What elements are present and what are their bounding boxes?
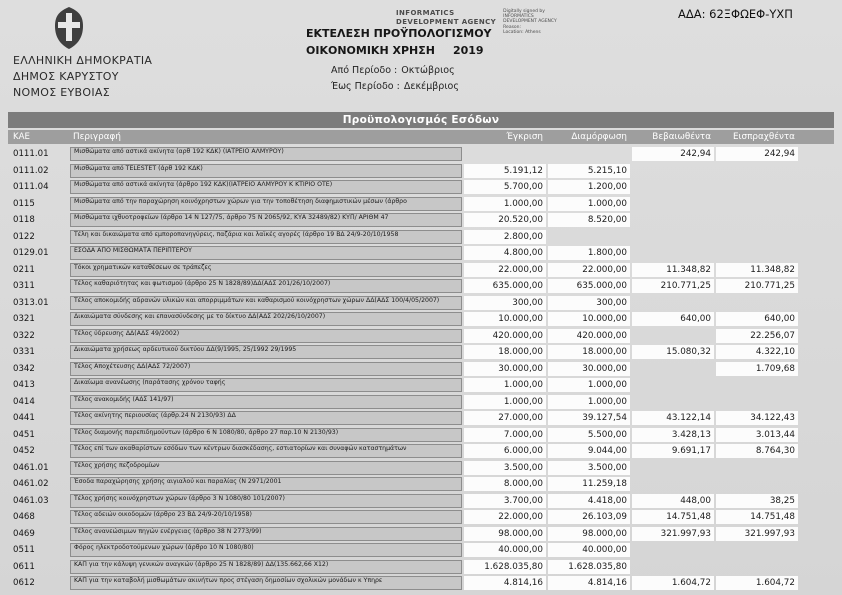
row-description: Τέλος αποκομιδής αδρανών υλικών και απορριμμάτων και καθαρισμού κοινόχρηστων χώρων ΔΔ(ΑΔΣ 100/4/05/2007)	[70, 296, 462, 310]
table-row	[8, 245, 834, 262]
row-kae: 0118	[13, 215, 35, 226]
row-value-eispraxthenta: 210.771,25	[716, 279, 798, 293]
row-value-diamorfosi: 1.628.035,80	[548, 560, 630, 574]
row-value-eispraxthenta	[716, 180, 798, 194]
row-kae: 0211	[13, 264, 35, 275]
row-value-bebaiothenta: 9.691,17	[632, 444, 714, 458]
row-value-egkrisi: 300,00	[464, 296, 546, 310]
row-kae: 0468	[13, 512, 35, 523]
row-value-bebaiothenta: 321.997,93	[632, 527, 714, 541]
row-value-bebaiothenta: 43.122,14	[632, 411, 714, 425]
table-row	[8, 179, 834, 196]
row-value-eispraxthenta	[716, 543, 798, 557]
row-value-egkrisi: 98.000,00	[464, 527, 546, 541]
table-body	[8, 146, 834, 592]
row-kae: 0111.02	[13, 165, 49, 176]
table-row	[8, 196, 834, 213]
row-description-cell	[70, 263, 462, 277]
stamp-agency-line2: DEVELOPMENT AGENCY	[396, 17, 497, 26]
period-from	[331, 63, 459, 79]
period-to-value: Δεκέμβριος	[403, 81, 459, 92]
row-value-eispraxthenta: 34.122,43	[716, 411, 798, 425]
period-from-value: Οκτώβριος	[401, 65, 455, 76]
row-kae: 0441	[13, 413, 35, 424]
row-value-eispraxthenta: 1.604,72	[716, 576, 798, 590]
row-kae: 0122	[13, 231, 35, 242]
row-kae: 0129.01	[13, 248, 49, 259]
row-description: Τέλος ανανεώσιμων πηγών ενέργειας (άρθρο 38 Ν 2773/99)	[70, 527, 462, 541]
table-row	[8, 377, 834, 394]
row-value-eispraxthenta	[716, 378, 798, 392]
row-value-egkrisi: 4.800,00	[464, 246, 546, 260]
row-description-cell	[70, 527, 462, 541]
row-description-cell	[70, 510, 462, 524]
table-row	[8, 328, 834, 345]
row-value-bebaiothenta	[632, 246, 714, 260]
row-description: Τέλος επί των ακαθαρίστων εσόδων των κέντρων διασκέδασης, εστιατορίων και συναφών καταστημάτων	[70, 444, 462, 458]
column-egkrisi: Έγκριση	[506, 132, 543, 142]
row-kae: 0322	[13, 330, 35, 341]
row-value-diamorfosi: 98.000,00	[548, 527, 630, 541]
row-description-cell	[70, 543, 462, 557]
row-value-diamorfosi	[548, 147, 630, 161]
row-description: Μισθώματα ιχθυοτροφείων (άρθρο 14 Ν 127/75, άρθρο 75 Ν 2065/92, ΚΥΑ 32489/82) ΚΥΠ/ ΑΡΙΘΜ 47	[70, 213, 462, 227]
row-value-egkrisi: 3.700,00	[464, 494, 546, 508]
fiscal-year-label: ΟΙΚΟΝΟΜΙΚΗ ΧΡΗΣΗ	[306, 44, 435, 57]
row-value-egkrisi: 635.000,00	[464, 279, 546, 293]
row-value-eispraxthenta	[716, 197, 798, 211]
table-row	[8, 394, 834, 411]
document-header	[0, 0, 842, 111]
table-row	[8, 311, 834, 328]
stamp-detail-line: INFORMATICS	[503, 14, 534, 20]
row-value-egkrisi: 7.000,00	[464, 428, 546, 442]
table-row	[8, 229, 834, 246]
fiscal-year-value: 2019	[452, 44, 484, 57]
row-description: Τέλος ανακομιδής (ΑΔΣ 141/97)	[70, 395, 462, 409]
row-description-cell	[70, 411, 462, 425]
stamp-agency-name	[396, 9, 496, 35]
row-kae: 0321	[13, 314, 35, 325]
table-row	[8, 542, 834, 559]
row-value-egkrisi: 22.000,00	[464, 263, 546, 277]
row-value-egkrisi: 10.000,00	[464, 312, 546, 326]
row-description-cell	[70, 164, 462, 178]
row-value-eispraxthenta	[716, 230, 798, 244]
row-value-diamorfosi: 5.215,10	[548, 164, 630, 178]
row-description-cell	[70, 312, 462, 326]
row-description: Μισθώματα από την παραχώρηση κοινόχρηστων χώρων για την τοποθέτηση διαφημιστικών μέσων (άρθρο	[70, 197, 462, 211]
stamp-agency-line1: INFORMATICS	[396, 9, 455, 17]
row-value-diamorfosi: 635.000,00	[548, 279, 630, 293]
stamp-signature-details	[503, 9, 557, 35]
row-value-eispraxthenta: 4.322,10	[716, 345, 798, 359]
row-value-diamorfosi: 11.259,18	[548, 477, 630, 491]
row-value-diamorfosi: 5.500,00	[548, 428, 630, 442]
row-value-diamorfosi: 1.000,00	[548, 395, 630, 409]
table-row	[8, 493, 834, 510]
row-value-eispraxthenta: 1.709,68	[716, 362, 798, 376]
row-description-cell	[70, 378, 462, 392]
row-value-bebaiothenta	[632, 461, 714, 475]
row-value-egkrisi	[464, 147, 546, 161]
row-value-egkrisi: 30.000,00	[464, 362, 546, 376]
row-description: Μισθώματα από αστικά ακίνητα (αρθ 192 ΚΔΚ) (ΙΑΤΡΕΙΟ ΑΛΜΥΡΟΥ)	[70, 147, 462, 161]
row-description-cell	[70, 296, 462, 310]
row-kae: 0413	[13, 380, 35, 391]
row-value-egkrisi: 2.800,00	[464, 230, 546, 244]
column-bebaiothenta: Βεβαιωθέντα	[652, 132, 711, 142]
title-line-1: ΕΚΤΕΛΕΣΗ ΠΡΟΫΠΟΛΟΓΙΣΜΟΥ	[306, 27, 492, 40]
row-description: Τέλος διαμονής παρεπιδημούντων (άρθρο 6 Ν 1080/80, άρθρο 27 παρ.10 Ν 2130/93)	[70, 428, 462, 442]
table-row	[8, 295, 834, 312]
row-value-egkrisi: 27.000,00	[464, 411, 546, 425]
row-value-eispraxthenta	[716, 296, 798, 310]
row-value-eispraxthenta: 640,00	[716, 312, 798, 326]
row-description-cell	[70, 279, 462, 293]
row-value-eispraxthenta	[716, 560, 798, 574]
row-value-diamorfosi: 4.814,16	[548, 576, 630, 590]
row-value-eispraxthenta	[716, 164, 798, 178]
table-row	[8, 476, 834, 493]
row-description: Τέλος καθαριότητας και φωτισμού (άρθρο 25 Ν 1828/89)ΔΔ(ΑΔΣ 201/26/10/2007)	[70, 279, 462, 293]
table-row	[8, 262, 834, 279]
row-value-bebaiothenta	[632, 230, 714, 244]
row-value-bebaiothenta	[632, 477, 714, 491]
table-column-header	[8, 130, 834, 144]
row-value-eispraxthenta: 242,94	[716, 147, 798, 161]
greek-coat-of-arms-icon	[50, 5, 88, 51]
table-row	[8, 526, 834, 543]
row-value-bebaiothenta: 242,94	[632, 147, 714, 161]
row-value-bebaiothenta: 448,00	[632, 494, 714, 508]
table-row	[8, 146, 834, 163]
row-value-bebaiothenta: 14.751,48	[632, 510, 714, 524]
row-value-egkrisi: 5.700,00	[464, 180, 546, 194]
row-value-bebaiothenta	[632, 560, 714, 574]
row-value-eispraxthenta: 8.764,30	[716, 444, 798, 458]
stamp-detail-line: Digitally signed by	[503, 9, 545, 14]
row-value-eispraxthenta: 14.751,48	[716, 510, 798, 524]
column-perigrafi: Περιγραφή	[73, 132, 121, 142]
row-kae: 0111.01	[13, 149, 49, 160]
row-description: Τέλος χρήσης κοινόχρηστων χώρων (άρθρο 3 Ν 1080/80 101/2007)	[70, 494, 462, 508]
title-line-2	[306, 44, 492, 57]
row-kae: 0452	[13, 446, 35, 457]
table-row	[8, 361, 834, 378]
row-kae: 0111.04	[13, 182, 49, 193]
row-value-bebaiothenta	[632, 395, 714, 409]
row-value-diamorfosi: 300,00	[548, 296, 630, 310]
ada-number: ΑΔΑ: 62ΞΦΩΕΦ-ΥΧΠ	[678, 7, 793, 21]
row-kae: 0612	[13, 578, 35, 589]
row-description-cell	[70, 230, 462, 244]
row-value-eispraxthenta	[716, 477, 798, 491]
row-value-diamorfosi: 1.000,00	[548, 197, 630, 211]
row-value-eispraxthenta: 321.997,93	[716, 527, 798, 541]
row-value-diamorfosi: 1.200,00	[548, 180, 630, 194]
organization-block	[13, 53, 152, 101]
row-kae: 0511	[13, 545, 35, 556]
row-description-cell	[70, 246, 462, 260]
row-kae: 0414	[13, 396, 35, 407]
period-to	[331, 79, 459, 95]
table-row	[8, 344, 834, 361]
table-row	[8, 410, 834, 427]
row-description: Δικαίωμα ανανέωσης (παράτασης χρόνου ταφής	[70, 378, 462, 392]
row-value-egkrisi: 40.000,00	[464, 543, 546, 557]
row-kae: 0469	[13, 528, 35, 539]
row-description-cell	[70, 329, 462, 343]
row-kae: 0451	[13, 429, 35, 440]
row-kae: 0115	[13, 198, 35, 209]
row-value-diamorfosi: 22.000,00	[548, 263, 630, 277]
row-description: Τέλος Αποχέτευσης ΔΔ(ΑΔΣ 72/2007)	[70, 362, 462, 376]
row-value-bebaiothenta: 640,00	[632, 312, 714, 326]
row-value-egkrisi: 1.628.035,80	[464, 560, 546, 574]
row-description: Τέλος αδειών οικοδομών (άρθρο 23 ΒΔ 24/9-20/10/1958)	[70, 510, 462, 524]
row-description: ΚΑΠ για την καταβολή μισθωμάτων ακινήτων προς στέγαση δημοσίων σχολικών μονάδων κ Υπηρε	[70, 576, 462, 590]
row-value-bebaiothenta	[632, 213, 714, 227]
row-kae: 0461.02	[13, 479, 49, 490]
row-value-bebaiothenta	[632, 543, 714, 557]
row-description-cell	[70, 395, 462, 409]
row-value-egkrisi: 5.191,12	[464, 164, 546, 178]
row-description: Μισθώματα από TELESTET (άρθ 192 ΚΔΚ)	[70, 164, 462, 178]
row-description-cell	[70, 147, 462, 161]
row-value-egkrisi: 420.000,00	[464, 329, 546, 343]
org-line-prefecture: ΝΟΜΟΣ ΕΥΒΟΙΑΣ	[13, 86, 110, 99]
row-value-diamorfosi: 3.500,00	[548, 461, 630, 475]
row-description: Μισθώματα από αστικά ακίνητα (άρθρο 192 ΚΔΚ)(ΙΑΤΡΕΙΟ ΑΛΜΥΡΟΥ Κ ΚΤΙΡΙΟ ΟΤΕ)	[70, 180, 462, 194]
row-value-diamorfosi: 18.000,00	[548, 345, 630, 359]
row-value-egkrisi: 6.000,00	[464, 444, 546, 458]
row-value-eispraxthenta: 22.256,07	[716, 329, 798, 343]
row-value-bebaiothenta	[632, 378, 714, 392]
row-description-cell	[70, 180, 462, 194]
row-description: Τέλος ακίνητης περιουσίας (άρθρ.24 Ν 2130/93) ΔΔ	[70, 411, 462, 425]
row-description-cell	[70, 576, 462, 590]
row-value-eispraxthenta	[716, 213, 798, 227]
row-value-diamorfosi: 8.520,00	[548, 213, 630, 227]
row-description: Φόρος ηλεκτροδοτούμενων χώρων (άρθρο 10 Ν 1080/80)	[70, 543, 462, 557]
row-kae: 0313.01	[13, 297, 49, 308]
row-value-diamorfosi: 9.044,00	[548, 444, 630, 458]
row-description-cell	[70, 444, 462, 458]
row-value-bebaiothenta: 210.771,25	[632, 279, 714, 293]
row-kae: 0342	[13, 363, 35, 374]
row-value-bebaiothenta	[632, 329, 714, 343]
table-row	[8, 509, 834, 526]
row-value-eispraxthenta	[716, 246, 798, 260]
row-description-cell	[70, 428, 462, 442]
row-description-cell	[70, 461, 462, 475]
row-value-diamorfosi: 39.127,54	[548, 411, 630, 425]
row-value-egkrisi: 18.000,00	[464, 345, 546, 359]
row-description: Τέλος χρήσης πεζοδρομίων	[70, 461, 462, 475]
row-description-cell	[70, 197, 462, 211]
row-description-cell	[70, 345, 462, 359]
row-value-egkrisi: 22.000,00	[464, 510, 546, 524]
org-line-republic: ΕΛΛΗΝΙΚΗ ΔΗΜΟΚΡΑΤΙΑ	[13, 54, 153, 67]
row-value-diamorfosi: 40.000,00	[548, 543, 630, 557]
row-description: Δικαιώματα σύνδεσης και επανασύνδεσης με το δίκτυο ΔΔ(ΑΔΣ 202/26/10/2007)	[70, 312, 462, 326]
table-row	[8, 559, 834, 576]
org-line-municipality: ΔΗΜΟΣ ΚΑΡΥΣΤΟΥ	[13, 70, 119, 83]
row-value-eispraxthenta: 11.348,82	[716, 263, 798, 277]
row-value-diamorfosi: 10.000,00	[548, 312, 630, 326]
row-description-cell	[70, 494, 462, 508]
row-description: Έσοδα παραχώρησης χρήσης αιγιαλού και παραλίας (Ν 2971/2001	[70, 477, 462, 491]
table-row	[8, 427, 834, 444]
row-value-bebaiothenta	[632, 164, 714, 178]
column-diamorfosi: Διαμόρφωση	[571, 132, 627, 142]
row-kae: 0461.01	[13, 462, 49, 473]
table-row	[8, 278, 834, 295]
section-title-bar: Προϋπολογισμός Εσόδων	[8, 112, 834, 128]
row-value-egkrisi: 1.000,00	[464, 395, 546, 409]
row-description: Τέλη και δικαιώματα από εμποροπανηγύρεις, παζάρια και λαϊκές αγορές (άρθρο 19 ΒΔ 24/9-20/10/1958	[70, 230, 462, 244]
row-value-egkrisi: 20.520,00	[464, 213, 546, 227]
row-description-cell	[70, 362, 462, 376]
row-value-egkrisi: 1.000,00	[464, 197, 546, 211]
row-kae: 0311	[13, 281, 35, 292]
table-row	[8, 212, 834, 229]
row-value-diamorfosi: 4.418,00	[548, 494, 630, 508]
column-eispraxthenta: Εισπραχθέντα	[732, 132, 795, 142]
table-row	[8, 460, 834, 477]
row-kae: 0331	[13, 347, 35, 358]
period-from-label: Από Περίοδο :	[331, 65, 398, 76]
row-value-eispraxthenta	[716, 395, 798, 409]
row-kae: 0611	[13, 561, 35, 572]
row-value-diamorfosi: 1.800,00	[548, 246, 630, 260]
row-value-eispraxthenta	[716, 461, 798, 475]
row-value-eispraxthenta: 38,25	[716, 494, 798, 508]
row-value-bebaiothenta	[632, 362, 714, 376]
period-to-label: Έως Περίοδο :	[331, 81, 400, 92]
row-value-bebaiothenta	[632, 197, 714, 211]
row-value-bebaiothenta: 15.080,32	[632, 345, 714, 359]
row-description-cell	[70, 213, 462, 227]
column-kae: ΚΑΕ	[13, 132, 30, 142]
stamp-detail-line: DEVELOPMENT AGENCY	[503, 19, 557, 25]
digital-signature-stamp	[396, 9, 586, 35]
stamp-detail-line: Reason:	[503, 24, 522, 30]
row-description: ΕΣΟΔΑ ΑΠΟ ΜΙΣΘΩΜΑΤΑ ΠΕΡΙΠΤΕΡΟΥ	[70, 246, 462, 260]
row-description: Τόκοι χρηματικών καταθέσεων σε τράπεζες	[70, 263, 462, 277]
row-description: Τέλος ύδρευσης ΔΔ(ΑΔΣ 49/2002)	[70, 329, 462, 343]
row-value-diamorfosi: 30.000,00	[548, 362, 630, 376]
row-description-cell	[70, 477, 462, 491]
stamp-detail-line: Location: Athens	[503, 29, 541, 35]
table-row	[8, 163, 834, 180]
row-value-egkrisi: 4.814,16	[464, 576, 546, 590]
row-value-egkrisi: 3.500,00	[464, 461, 546, 475]
row-value-bebaiothenta: 11.348,82	[632, 263, 714, 277]
row-value-egkrisi: 8.000,00	[464, 477, 546, 491]
row-value-diamorfosi: 1.000,00	[548, 378, 630, 392]
table-row	[8, 575, 834, 592]
row-description-cell	[70, 560, 462, 574]
row-value-diamorfosi: 420.000,00	[548, 329, 630, 343]
row-value-diamorfosi	[548, 230, 630, 244]
row-description: ΚΑΠ για την κάλυψη γενικών αναγκών (άρθρο 25 Ν 1828/89) ΔΔ(135.662,66 Χ12)	[70, 560, 462, 574]
row-value-bebaiothenta: 1.604,72	[632, 576, 714, 590]
row-description: Δικαιώματα χρήσεως αρδευτικού δικτύου ΔΔ(9/1995, 25/1992 29/1995	[70, 345, 462, 359]
period-range	[331, 63, 459, 95]
table-row	[8, 443, 834, 460]
row-value-eispraxthenta: 3.013,44	[716, 428, 798, 442]
row-value-egkrisi: 1.000,00	[464, 378, 546, 392]
row-value-bebaiothenta: 3.428,13	[632, 428, 714, 442]
row-kae: 0461.03	[13, 495, 49, 506]
row-value-bebaiothenta	[632, 296, 714, 310]
row-value-diamorfosi: 26.103,09	[548, 510, 630, 524]
row-value-bebaiothenta	[632, 180, 714, 194]
